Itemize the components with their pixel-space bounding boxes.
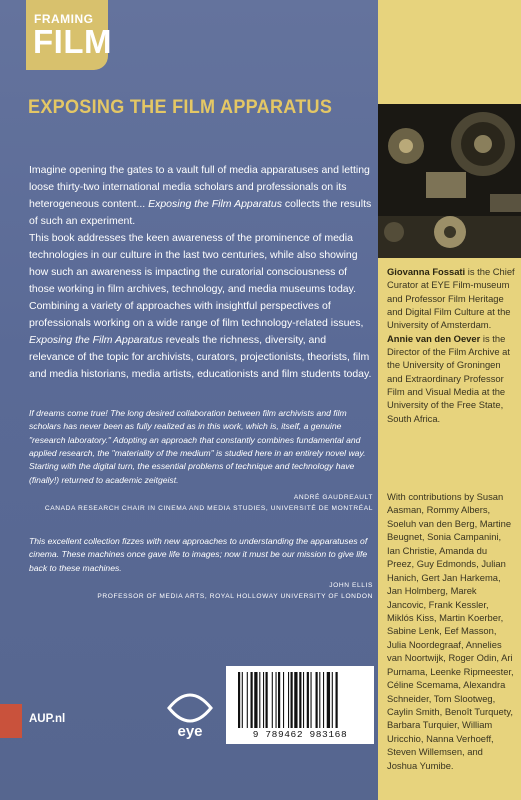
- description-text: Imagine opening the gates to a vault full of media apparatuses and letting loose thirty-two international media scholars and professionals on its heterogeneous content...: [29, 164, 370, 210]
- contributors-list: With contributions by Susan Aasman, Rommy Albers, Soeluh van den Berg, Martine Beugnet, Sonia Campanini, Ian Christie, Amanda du Preez, Guy Edmonds, Julian Hanich, Gert Jan Harkema, Jan Holmberg, Marek Jancovic, Frank Kessler, Miklós Kiss, Martin Koerber, Sabine Lenk, Eef Masson, Julia Noordegraaf, Annelies van Noortwijk, Roger Odin, Ari Purnama, Leenke Ripmeester, Céline Scemama, Alexandra Schneider, Tom Slootweg, Caylin Smith, Benoît Turquety, Barbara Turquier, William Uricchio, Nanna Verhoeff, Steven Willemsen, and Joshua Yumibe.: [387, 491, 514, 771]
- quote-author: ANDRÉ GAUDREAULT: [293, 493, 373, 501]
- series-logo-line1: FRAMING: [34, 12, 94, 26]
- description-text: This book addresses the keen awareness of the prominence of media technologies in our culture in the last two centuries, while also showing how such an awareness is impacting the curatorial consciousness of those working in film archives, technology, and media museums today. Combining a variety of approaches with insightful perspectives of professionals working on a wide range of film technology-related issues,: [29, 232, 364, 329]
- spine-color-tab: [0, 704, 22, 738]
- quote-affiliation: CANADA RESEARCH CHAIR IN CINEMA AND MEDIA STUDIES, UNIVERSITÉ DE MONTRÉAL: [44, 505, 373, 513]
- quote-text: If dreams come true! The long desired collaboration between film archivists and film scholars has never been as fully realized as in this work, which is, itself, a genuine "research laboratory." Adopting an approach that constantly combines fundamental and applied research, the "materiality of the medium" is studied here in an entirely novel way. Starting with the digital turn, the essential problems of technique and technology have (finally!) returned to academic zeitgeist.: [29, 408, 366, 485]
- editor-name: Annie van den Oever: [387, 332, 481, 344]
- editor-bio-2: [387, 332, 515, 425]
- description-text: reveals the richness, diversity, and relevance of the topic for archivists, curators, projectionists, theorists, film and media historians, media artists, educationists and film students today.: [29, 334, 372, 380]
- description-text: collects the results of such an experiment.: [29, 198, 372, 227]
- eye-logo: [165, 686, 215, 740]
- isbn-number: 9 789462 983168: [252, 729, 348, 740]
- endorsement-quote-2: [29, 535, 373, 602]
- book-title-italic: Exposing the Film Apparatus: [148, 198, 282, 210]
- eye-logo-label: eye: [177, 723, 203, 740]
- editor-bio-text: is the Chief Curator at EYE Film-museum and Professor Film Heritage and Digital Film Culture at the University of Amsterdam.: [387, 266, 515, 331]
- projector-machinery-image: [378, 104, 521, 258]
- quote-author: JOHN ELLIS: [329, 581, 373, 589]
- quote-affiliation: PROFESSOR OF MEDIA ARTS, ROYAL HOLLOWAY UNIVERSITY OF LONDON: [97, 593, 373, 601]
- quote-attribution: [29, 492, 373, 514]
- quote-attribution: [29, 580, 373, 602]
- endorsement-quote-1: [29, 407, 373, 514]
- editor-bio-text: is the Director of the Film Archive at the University of Groningen and Extraordinary Professor Film and Visual Media at the University of the Free State, South Africa.: [387, 332, 510, 424]
- editor-bios: [387, 265, 515, 425]
- description-paragraph-2: [29, 230, 373, 383]
- quote-text: This excellent collection fizzes with new approaches to understanding the apparatuses of cinema. These machines once gave life to images; now it must be our mission to give life back to these machines.: [29, 536, 368, 573]
- series-logo-line2: FILM: [33, 23, 112, 60]
- series-logo: [26, 0, 112, 70]
- projector-photo: [378, 104, 521, 258]
- description-paragraph-1: [29, 162, 373, 230]
- publisher-url: AUP.nl: [29, 713, 66, 725]
- eye-icon: [165, 686, 215, 740]
- book-title-italic: Exposing the Film Apparatus: [29, 334, 163, 346]
- editor-bio-1: [387, 265, 515, 332]
- editor-name: Giovanna Fossati: [387, 266, 466, 277]
- book-title: EXPOSING THE FILM APPARATUS: [28, 97, 333, 118]
- book-description: [29, 162, 373, 383]
